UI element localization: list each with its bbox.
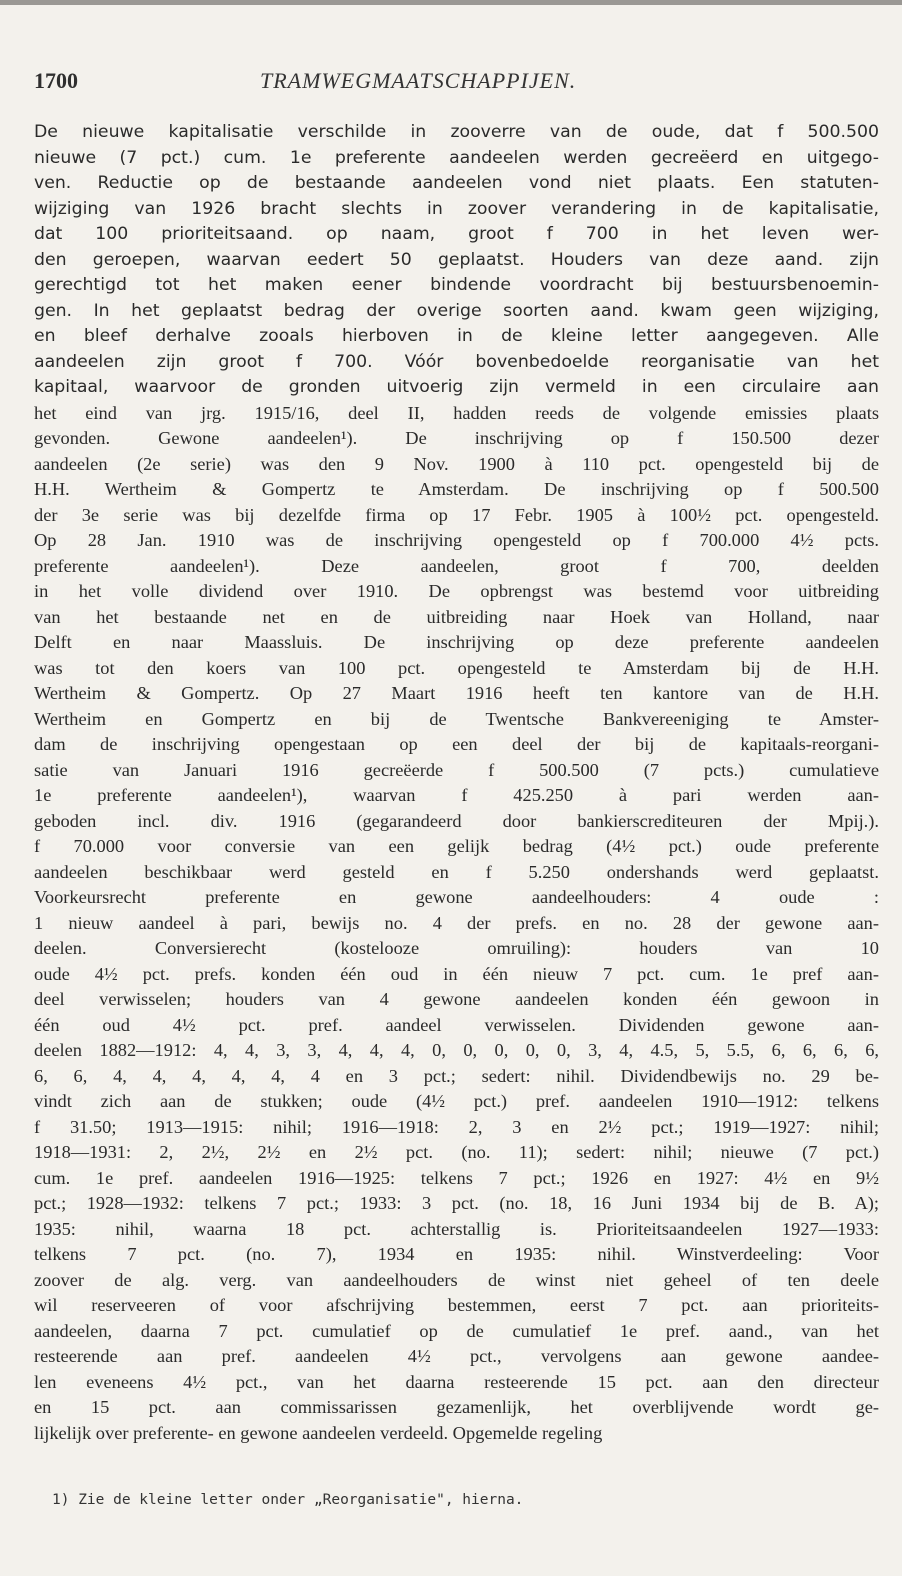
text-line: in het volle dividend over 1910. De opbrengst was bestemd voor uitbreiding xyxy=(34,581,879,601)
page-number: 1700 xyxy=(34,68,78,93)
text-line: vindt zich aan de stukken; oude (4½ pct.) pref. aandeelen 1910—1912: telkens xyxy=(34,1091,879,1111)
text-line: 1918—1931: 2, 2½, 2½ en 2½ pct. (no. 11); sedert: nihil; nieuwe (7 pct.) xyxy=(34,1142,879,1162)
text-line: der 3e serie was bij dezelfde firma op 17 Febr. 1905 à 100½ pct. opengesteld. xyxy=(34,504,879,525)
text-line: resteerende aan pref. aandeelen 4½ pct., vervolgens aan gewone aandee- xyxy=(34,1346,879,1366)
text-line: satie van Januari 1916 gecreëerde f 500.500 (7 pcts.) cumulatieve xyxy=(34,759,879,780)
text-line: het eind van jrg. 1915/16, deel II, hadden reeds de volgende emissies plaats xyxy=(34,402,879,423)
text-line: deelen. Conversierecht (kostelooze omruiling): houders van 10 xyxy=(34,938,879,958)
text-line: pct.; 1928—1932: telkens 7 pct.; 1933: 3 pct. (no. 18, 16 Juni 1934 bij de B. A); xyxy=(34,1193,879,1213)
text-line: wil reserveeren of voor afschrijving bestemmen, eerst 7 pct. aan prioriteits- xyxy=(34,1295,879,1315)
text-line: oude 4½ pct. prefs. konden één oud in één nieuw 7 pct. cum. 1e pref aan- xyxy=(34,963,879,984)
text-line: H.H. Wertheim & Gompertz te Amsterdam. De inschrijving op f 500.500 xyxy=(34,479,879,499)
scan-edge xyxy=(0,0,902,5)
text-line: 1935: nihil, waarna 18 pct. achterstallig is. Prioriteitsaandeelen 1927—1933: xyxy=(34,1218,879,1239)
running-head: TRAMWEGMAATSCHAPPIJEN. xyxy=(260,68,577,93)
text-line: en 15 pct. aan commissarissen gezamenlijk, het overblijvende wordt ge- xyxy=(34,1397,879,1417)
text-line: De nieuwe kapitalisatie verschilde in zooverre van de oude, dat f 500.500 xyxy=(34,122,879,142)
text-line: aandeelen zijn groot f 700. Vóór bovenbedoelde reorganisatie van het xyxy=(34,351,879,372)
text-line: preferente aandeelen¹). Deze aandeelen, groot f 700, deelden xyxy=(34,555,879,576)
text-line: aandeelen beschikbaar werd gesteld en f 5.250 ondershands werd geplaatst. xyxy=(34,861,879,882)
footnote: 1) Zie de kleine letter onder „Reorganisatie", hierna. xyxy=(52,1492,524,1508)
text-line: was tot den koers van 100 pct. opengesteld te Amsterdam bij de H.H. xyxy=(34,657,879,678)
text-line: dam de inschrijving opengestaan op een deel der bij de kapitaals-reorgani- xyxy=(34,734,879,754)
text-line: Wertheim en Gompertz en bij de Twentsche Bankvereeniging te Amster- xyxy=(34,708,879,729)
text-line: en bleef derhalve zooals hierboven in de kleine letter aangegeven. Alle xyxy=(34,326,879,346)
text-line: cum. 1e pref. aandeelen 1916—1925: telkens 7 pct.; 1926 en 1927: 4½ en 9½ xyxy=(34,1167,879,1188)
text-line: geboden incl. div. 1916 (gegarandeerd door bankierscrediteuren der Mpij.). xyxy=(34,810,879,831)
text-line: Wertheim & Gompertz. Op 27 Maart 1916 heeft ten kantore van de H.H. xyxy=(34,683,879,703)
text-line: Op 28 Jan. 1910 was de inschrijving opengesteld op f 700.000 4½ pcts. xyxy=(34,530,879,550)
text-line: f 70.000 voor conversie van een gelijk bedrag (4½ pct.) oude preferente xyxy=(34,836,879,856)
text-line: 1e preferente aandeelen¹), waarvan f 425.250 à pari werden aan- xyxy=(34,785,879,805)
text-line: gerechtigd tot het maken eener bindende voordracht bij bestuursbenoemin- xyxy=(34,275,879,295)
text-line: nieuwe (7 pct.) cum. 1e preferente aandeelen werden gecreëerd en uitgego- xyxy=(34,147,879,168)
text-line: aandeelen (2e serie) was den 9 Nov. 1900 à 110 pct. opengesteld bij de xyxy=(34,453,879,474)
text-line: telkens 7 pct. (no. 7), 1934 en 1935: nihil. Winstverdeeling: Voor xyxy=(34,1244,879,1264)
text-line: gevonden. Gewone aandeelen¹). De inschrijving op f 150.500 dezer xyxy=(34,428,879,448)
text-line: den geroepen, waarvan eedert 50 geplaatst. Houders van deze aand. zijn xyxy=(34,249,879,270)
text-line: Voorkeursrecht preferente en gewone aandeelhouders: 4 oude : xyxy=(34,887,879,907)
text-line: zoover de alg. verg. van aandeelhouders de winst niet geheel of ten deele xyxy=(34,1269,879,1290)
text-line: wijziging van 1926 bracht slechts in zoover verandering in de kapitalisatie, xyxy=(34,198,879,219)
text-line: gen. In het geplaatst bedrag der overige soorten aand. kwam geen wijziging, xyxy=(34,300,879,321)
text-line: 1 nieuw aandeel à pari, bewijs no. 4 der prefs. en no. 28 der gewone aan- xyxy=(34,912,879,933)
text-line: dat 100 prioriteitsaand. op naam, groot f 700 in het leven wer- xyxy=(34,224,879,244)
text-line: deelen 1882—1912: 4, 4, 3, 3, 4, 4, 4, 0, 0, 0, 0, 0, 3, 4, 4.5, 5, 5.5, 6, 6, 6, 6, xyxy=(34,1040,879,1060)
text-line: lijkelijk over preferente- en gewone aandeelen verdeeld. Opgemelde regeling xyxy=(34,1422,603,1443)
text-line: len eveneens 4½ pct., van het daarna resteerende 15 pct. aan den directeur xyxy=(34,1371,879,1392)
text-line: ven. Reductie op de bestaande aandeelen vond niet plaats. Een statuten- xyxy=(34,173,879,193)
text-line: aandeelen, daarna 7 pct. cumulatief op de cumulatief 1e pref. aand., van het xyxy=(34,1320,879,1341)
text-line: 6, 6, 4, 4, 4, 4, 4, 4 en 3 pct.; sedert: nihil. Dividendbewijs no. 29 be- xyxy=(34,1065,879,1086)
text-line: kapitaal, waarvoor de gronden uitvoerig zijn vermeld in een circulaire aan xyxy=(34,377,879,397)
text-line: deel verwisselen; houders van 4 gewone aandeelen konden één gewoon in xyxy=(34,989,879,1009)
text-line: f 31.50; 1913—1915: nihil; 1916—1918: 2, 3 en 2½ pct.; 1919—1927: nihil; xyxy=(34,1116,879,1137)
text-line: Delft en naar Maassluis. De inschrijving op deze preferente aandeelen xyxy=(34,632,879,652)
text-line: één oud 4½ pct. pref. aandeel verwisselen. Dividenden gewone aan- xyxy=(34,1014,879,1035)
page-header xyxy=(34,68,879,102)
text-line: van het bestaande net en de uitbreiding naar Hoek van Holland, naar xyxy=(34,606,879,627)
body-text xyxy=(34,120,879,1446)
